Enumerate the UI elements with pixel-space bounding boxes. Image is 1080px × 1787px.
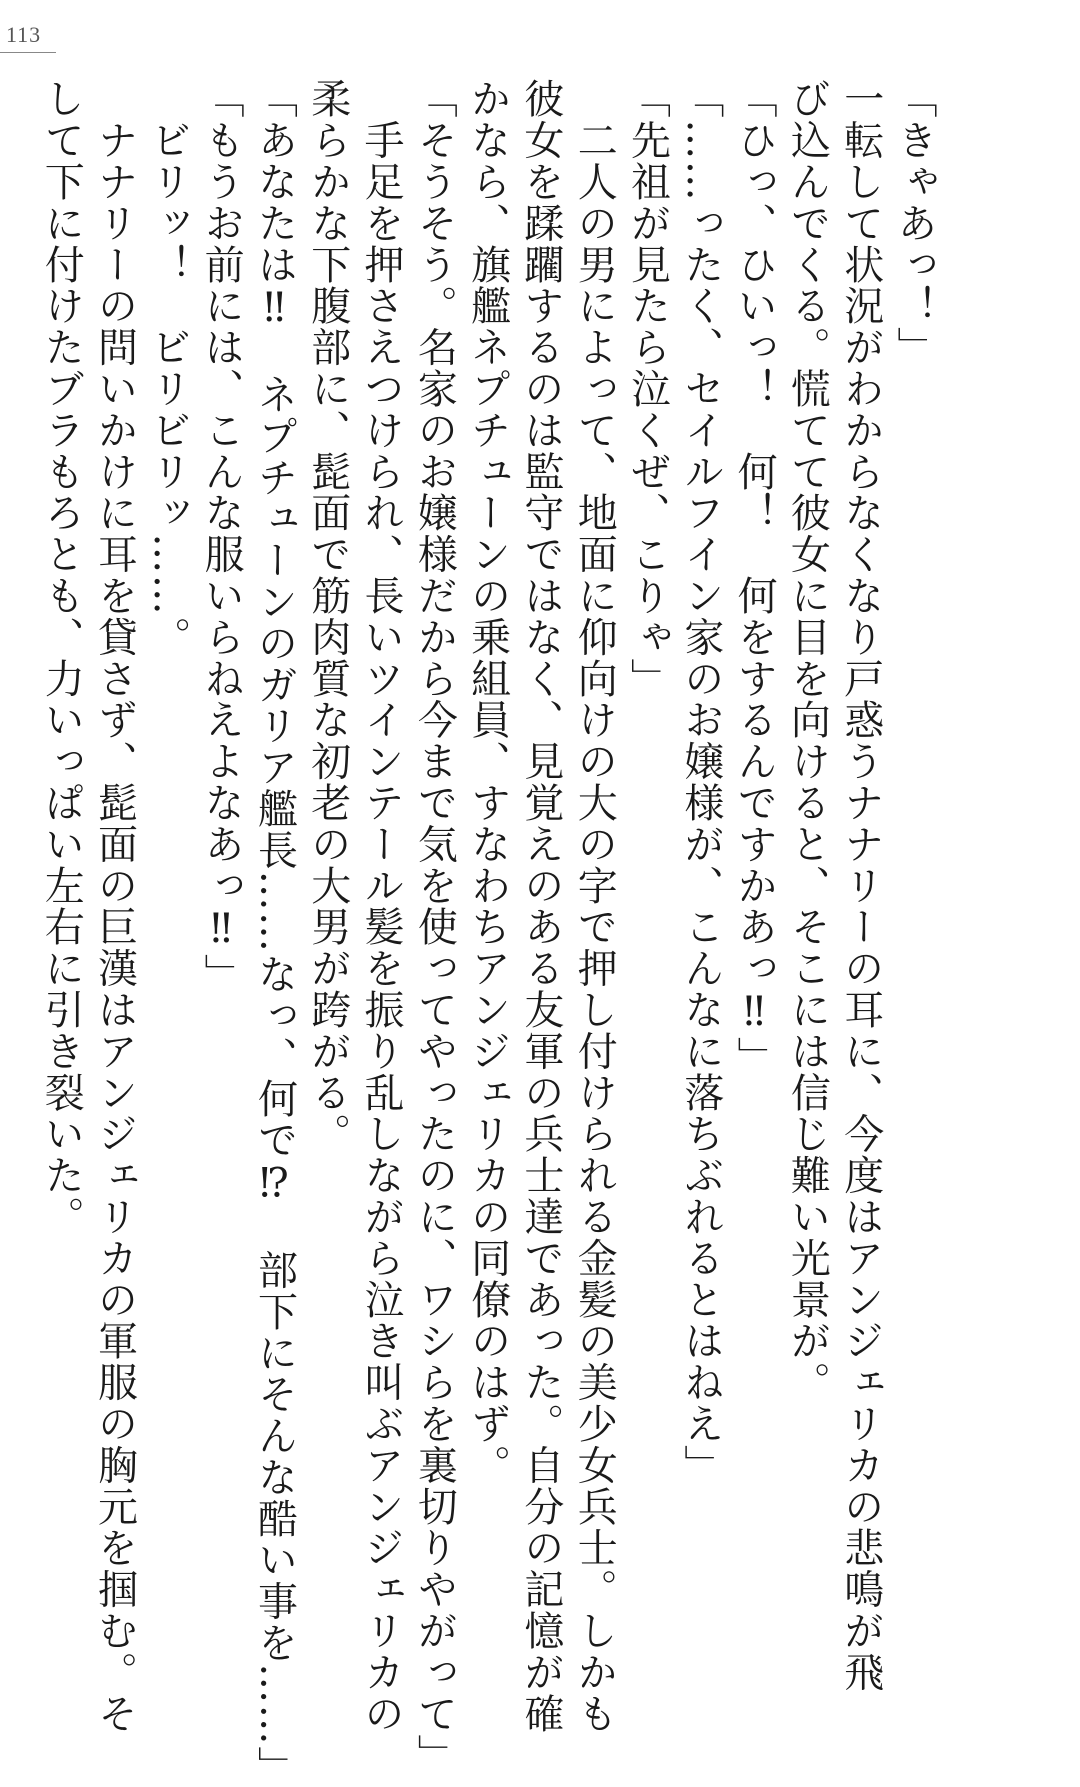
text-line: 柔らかな下腹部に、髭面で筋肉質な初老の大男が跨がる。 (304, 78, 351, 1155)
text-line: して下に付けたブラもろとも、力いっぱい左右に引き裂いた。 (38, 78, 85, 1238)
text-line: 「そうそう。名家のお嬢様だから今まで気を使ってやったのに、ワシらを裏切りやがって」 (411, 78, 458, 1776)
text-line: ナナリーの問いかけに耳を貸さず、髭面の巨漢はアンジェリカの軍服の胸元を掴む。そ (91, 78, 138, 1734)
page-number-divider (0, 52, 56, 53)
text-line: 手足を押さえつけられ、長いツインテール髪を振り乱しながら泣き叫ぶアンジェリカの (358, 78, 405, 1734)
text-line: 「もうお前には、こんな服いらねえよなあっ‼」 (198, 78, 245, 995)
text-line: 彼女を蹂躙するのは監守ではなく、見覚えのある友軍の兵士達であった。自分の記憶が確 (517, 78, 564, 1734)
text-line: 「ひっ、ひいっ！ 何！ 何をするんですかあっ‼」 (731, 78, 778, 1078)
text-line: 「……ったく、セイルフイン家のお嬢様が、こんなに落ちぶれるとはねえ」 (677, 78, 724, 1486)
page-number: 113 (6, 22, 42, 47)
text-line: び込んでくる。慌てて彼女に目を向けると、そこには信じ難い光景が。 (784, 78, 831, 1403)
text-line: かなら、旗艦ネプチューンの乗組員、すなわちアンジェリカの同僚のはず。 (464, 78, 511, 1486)
text-line: 一転して状況がわからなくなり戸惑うナナリーの耳に、今度はアンジェリカの悲鳴が飛 (837, 78, 884, 1693)
text-line: 二人の男によって、地面に仰向けの大の字で押し付けられる金髪の美少女兵士。しかも (571, 78, 618, 1734)
text-line: 「きゃあっ！」 (891, 78, 937, 368)
text-line: 「あなたは‼ ネプチューンのガリア艦長……なっ、何で⁉ 部下にそんな酷い事を……」 (251, 78, 298, 1787)
body-text (38, 78, 940, 1787)
text-line: ビリッ！ ビリビリッ……。 (144, 78, 191, 658)
text-line: 「先祖が見たら泣くぜ、こりゃ」 (624, 78, 671, 699)
